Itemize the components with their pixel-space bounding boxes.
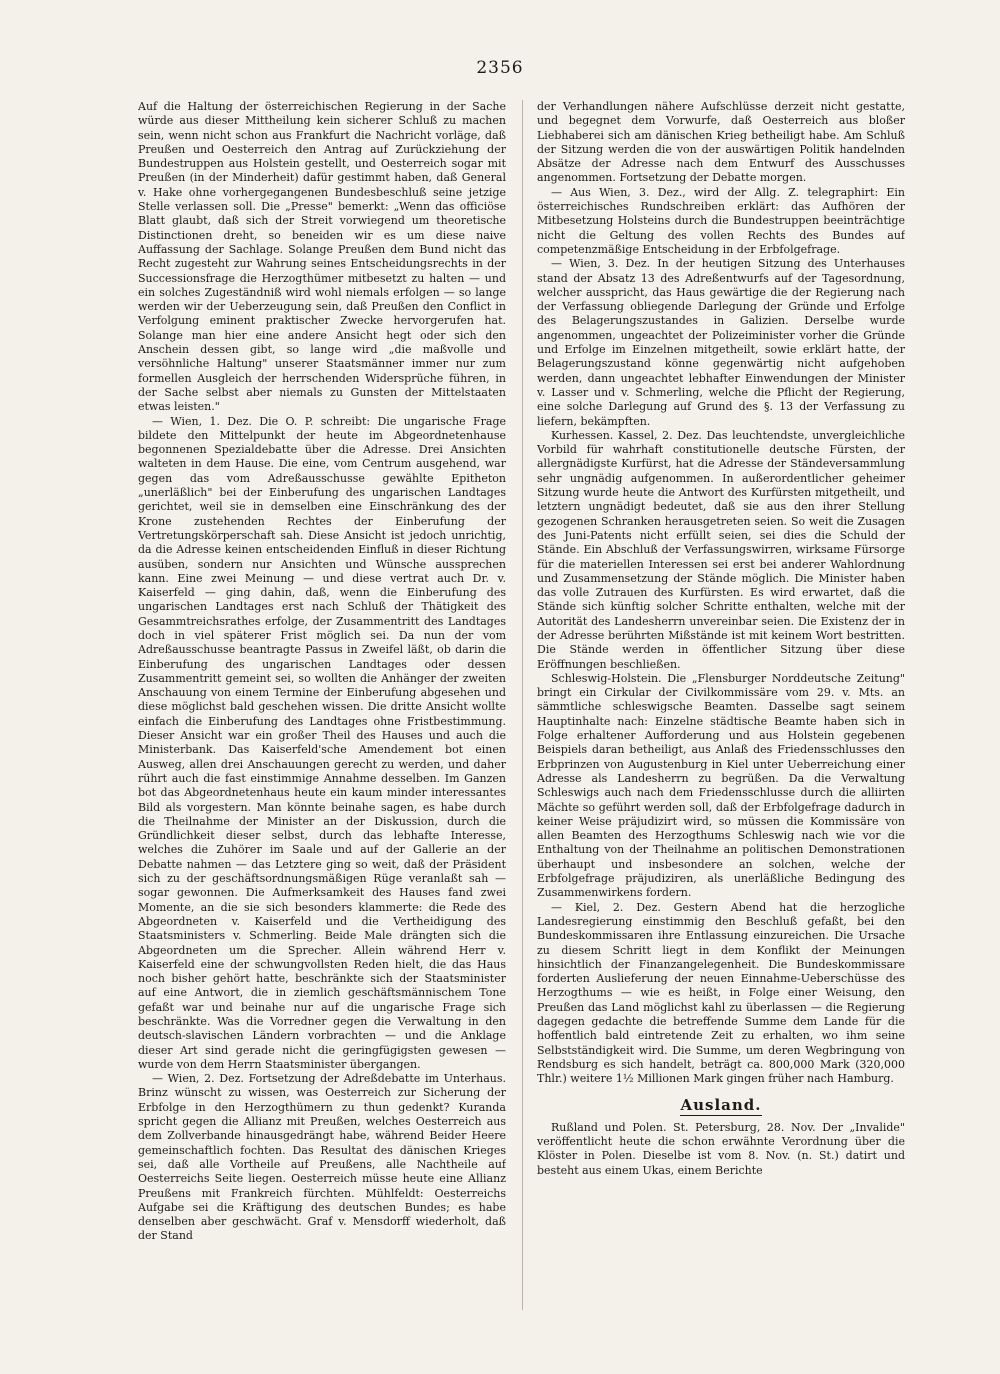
article-paragraph: — Kiel, 2. Dez. Gestern Abend hat die herzogliche Landesregierung einstimmig den Beschluß gefaßt, bei den Bundeskommissaren ihre Entlassung einzureichen. Die Ursache zu diesem Schritt liegt in dem Konflikt der Meinungen hinsichtlich der Finanzangelegenheit. Die Bundeskommissare forderten Auslieferung der neuen Einnahme-Ueberschüsse des Herzogthums — wie es heißt, in Folge einer Weisung, den Preußen das Land möglichst kahl zu überlassen — die Regierung dagegen gedachte die betreffende Summe dem Lande für die hoffentlich bald eintretende Zeit zu erhalten, wo ihm seine Selbstständigkeit wird. Die Summe, um deren Wegbringung von Rendsburg es sich handelt, beträgt ca. 800,000 Mark (320,000 Thlr.) weitere 1½ Millionen Mark gingen früher nach Hamburg. (537, 900, 905, 1086)
article-paragraph: — Wien, 2. Dez. Fortsetzung der Adreßdebatte im Unterhaus. Brinz wünscht zu wissen, was Oesterreich zur Sicherung der Erbfolge in den Herzogthümern zu thun gedenkt? Kuranda spricht gegen die Allianz mit Preußen, welches Oesterreich aus dem Zollverbande hinausgedrängt habe, während Beider Heere gemeinschaftlich fochten. Das Resultat des dänischen Krieges sei, daß alle Vortheile auf Preußens, alle Nachtheile auf Oesterreichs Seite liegen. Oesterreich müsse heute eine Allianz Preußens mit Frankreich fürchten. Mühlfeldt: Oesterreichs Aufgabe sei die Kräftigung des deutschen Bundes; es habe denselben aber geschwächt. Graf v. Mensdorff wiederholt, daß der Stand (138, 1072, 506, 1243)
article-paragraph: — Wien, 1. Dez. Die O. P. schreibt: Die ungarische Frage bildete den Mittelpunkt der heute im Abgeordnetenhause begonnenen Spezialdebatte über die Adresse. Drei Ansichten walteten in dem Hause. Die eine, vom Centrum ausgehend, war gegen das vom Adreßausschusse gewählte Epitheton „unerläßlich" bei der Einberufung des ungarischen Landtages gerichtet, weil sie in demselben eine Einschränkung des der Krone zustehenden Rechtes der Einberufung der Vertretungskörperschaft sah. Diese Ansicht ist jedoch unrichtig, da die Adresse keinen entscheidenden Einfluß in dieser Richtung ausüben, sondern nur Ansichten und Wünsche aussprechen kann. Eine zwei Meinung — und diese vertrat auch Dr. v. Kaiserfeld — ging dahin, daß, wenn die Einberufung des ungarischen Landtages erst nach Schluß der Thätigkeit des Gesammtreichsrathes erfolge, der Zusammentritt des Landtages doch in viel späterer Frist möglich sei. Da nun der vom Adreßausschusse beantragte Passus in Zweifel läßt, ob darin die Einberufung des ungarischen Landtages oder dessen Zusammentritt gemeint sei, so wollten die Anhänger der zweiten Anschauung von einem Termine der Einberufung abgesehen und diese möglichst bald geschehen wissen. Die dritte Ansicht wollte einfach die Einberufung des Landtages ohne Fristbestimmung. Dieser Ansicht war ein großer Theil des Hauses und auch die Ministerbank. Das Kaiserfeld'sche Amendement bot einen Ausweg, allen drei Anschauungen gerecht zu werden, und daher rührt auch die fast einstimmige Annahme desselben. Im Ganzen bot das Abgeordnetenhaus heute ein kaum minder interessantes Bild als vorgestern. Man könnte beinahe sagen, es habe durch die Theilnahme der Minister an der Diskussion, durch die Gründlichkeit dieser selbst, durch das lebhafte Interesse, welches die Zuhörer im Saale und auf der Gallerie an der Debatte nahmen — das Letztere ging so weit, daß der Präsident sich zu der geschäftsordnungsmäßigen Rüge veranlaßt sah — sogar gewonnen. Die Aufmerksamkeit des Hauses fand zwei Momente, an die sie sich besonders klammerte: die Rede des Abgeordneten v. Kaiserfeld und die Vertheidigung des Staatsministers v. Schmerling. Beide Male drängten sich die Abgeordneten um die Sprecher. Allein während Herr v. Kaiserfeld eine der schwungvollsten Reden hielt, die das Haus noch bisher gehört hatte, beschränkte sich der Staatsminister auf eine Antwort, die in ziemlich geschäftsmännischem Tone gefaßt war und beinahe nur auf die ungarische Frage sich beschränkte. Was die Vorredner gegen die Verwaltung in den deutsch-slavischen Ländern vorbrachten — und die Anklage dieser Art sind gerade nicht die geringfügigsten gewesen — wurde von dem Herrn Staatsminister übergangen. (138, 414, 506, 1071)
page-number: 2356 (476, 58, 524, 78)
article-paragraph: Schleswig-Holstein. Die „Flensburger Norddeutsche Zeitung" bringt ein Cirkular der Civilkommissäre vom 29. v. Mts. an sämmtliche schleswigsche Beamten. Dasselbe sagt seinem Hauptinhalte nach: Einzelne städtische Beamte haben sich in Folge erhaltener Aufforderung und aus Holstein gegebenen Beispiels daran betheiligt, aus Anlaß des Friedensschlusses den Erbprinzen von Augustenburg in Kiel unter Ueberreichung einer Adresse als Landesherrn zu begrüßen. Da die Verwaltung Schleswigs auch nach dem Friedensschlusse durch die alliirten Mächte so geführt werden soll, daß der Erbfolgefrage dadurch in keiner Weise präjudizirt wird, so müssen die Kommissäre von allen Beamten des Herzogthums Schleswig nach wie vor die Enthaltung von der Theilnahme an politischen Demonstrationen überhaupt und insbesondere an solchen, welche der Erbfolgefrage präjudiziren, als unerläßliche Bedingung des Zusammenwirkens fordern. (537, 671, 905, 900)
article-paragraph: — Wien, 3. Dez. In der heutigen Sitzung des Unterhauses stand der Absatz 13 des Adreßentwurfs auf der Tagesordnung, welcher ausspricht, das Haus gewärtige die der Regierung nach der Verfassung obliegende Darlegung der Gründe und Erfolge des Belagerungszustandes in Galizien. Derselbe wurde angenommen, ungeachtet der Polizeiminister vorher die Gründe und Erfolge im Einzelnen mitgetheilt, sowie erklärt hatte, der Belagerungszustand könne gegenwärtig nicht aufgehoben werden, dann ungeachtet lebhafter Einwendungen der Minister v. Lasser und v. Schmerling, welche die Pflicht der Regierung, eine solche Darlegung auf Grund des §. 13 der Verfassung zu liefern, bekämpften. (537, 257, 905, 428)
article-paragraph: der Verhandlungen nähere Aufschlüsse derzeit nicht gestatte, und begegnet dem Vorwurfe, daß Oesterreich aus bloßer Liebhaberei sich am dänischen Krieg betheiligt habe. Am Schluß der Sitzung werden die von der auswärtigen Politik handelnden Absätze der Adresse nach dem Entwurf des Ausschusses angenommen. Fortsetzung der Debatte morgen. (537, 100, 905, 185)
left-column (138, 100, 506, 1320)
section-heading-text: Ausland. (680, 1096, 762, 1115)
article-paragraph: — Aus Wien, 3. Dez., wird der Allg. Z. telegraphirt: Ein österreichisches Rundschreiben erklärt: das Aufhören der Mitbesetzung Holsteins durch die Bundestruppen beeinträchtige nicht die Geltung des vollen Rechts des Bundes auf competenzmäßige Entscheidung in der Erbfolgefrage. (537, 185, 905, 256)
column-divider (522, 100, 523, 1310)
article-paragraph: Auf die Haltung der österreichischen Regierung in der Sache würde aus dieser Mittheilung kein sicherer Schluß zu machen sein, wenn nicht schon aus Frankfurt die Nachricht vorläge, daß Preußen und Oesterreich den Antrag auf Zurückziehung der Bundestruppen aus Holstein gestellt, und Oesterreich sogar mit Preußen (in der Minderheit) dafür gestimmt haben, daß General v. Hake ohne vorhergegangenen Bundesbeschluß seine jetzige Stelle verlassen soll. Die „Presse" bemerkt: „Wenn das officiöse Blatt glaubt, daß sich der Streit vorwiegend um theoretische Distinctionen dreht, so beneiden wir es um diese naive Auffassung der Sachlage. Solange Preußen dem Bund nicht das Recht zugesteht zur Wahrung seines Entscheidungsrechts in der Successionsfrage die Herzogthümer mitbesetzt zu halten — und ein solches Zugeständniß wird wohl niemals erfolgen — so lange werden wir der Ueberzeugung sein, daß Preußen den Conflict in Verfolgung eminent praktischer Zwecke hervorgerufen hat. Solange man hier eine andere Ansicht hegt oder sich den Anschein dessen gibt, so lange wird „die maßvolle und versöhnliche Haltung" unserer Staatsmänner immer nur zum formellen Ausgleich der herrschenden Widersprüche führen, in der Sache selbst aber niemals zu Gunsten der Mittelstaaten etwas leisten." (138, 100, 506, 414)
article-paragraph: Rußland und Polen. St. Petersburg, 28. Nov. Der „Invalide" veröffentlicht heute die schon erwähnte Verordnung über die Klöster in Polen. Dieselbe ist vom 8. Nov. (n. St.) datirt und besteht aus einem Ukas, einem Berichte (537, 1120, 905, 1177)
right-column (537, 100, 905, 1320)
section-heading (537, 1096, 905, 1115)
article-paragraph: Kurhessen. Kassel, 2. Dez. Das leuchtendste, unvergleichliche Vorbild für wahrhaft constitutionelle deutsche Fürsten, der allergnädigste Kurfürst, hat die Adresse der Ständeversammlung sehr ungnädig aufgenommen. In außerordentlicher geheimer Sitzung wurde heute die Antwort des Kurfürsten mitgetheilt, und letztern ungnädigt bedeutet, daß sie aus den ihrer Stellung gezogenen Schranken herausgetreten seien. So weit die Zusagen des Juni-Patents nicht erfüllt seien, sei dies die Schuld der Stände. Ein Abschluß der Verfassungswirren, wirksame Fürsorge für die materiellen Interessen sei erst bei anderer Wahlordnung und Zusammensetzung der Stände möglich. Die Minister haben das volle Zutrauen des Kurfürsten. Es wird erwartet, daß die Stände sich künftig solcher Schritte enthalten, welche mit der Autorität des Landesherrn unvereinbar seien. Die Existenz der in der Adresse berührten Mißstände ist mit keinem Wort bestritten. Die Stände werden in öffentlicher Sitzung über diese Eröffnungen beschließen. (537, 428, 905, 671)
